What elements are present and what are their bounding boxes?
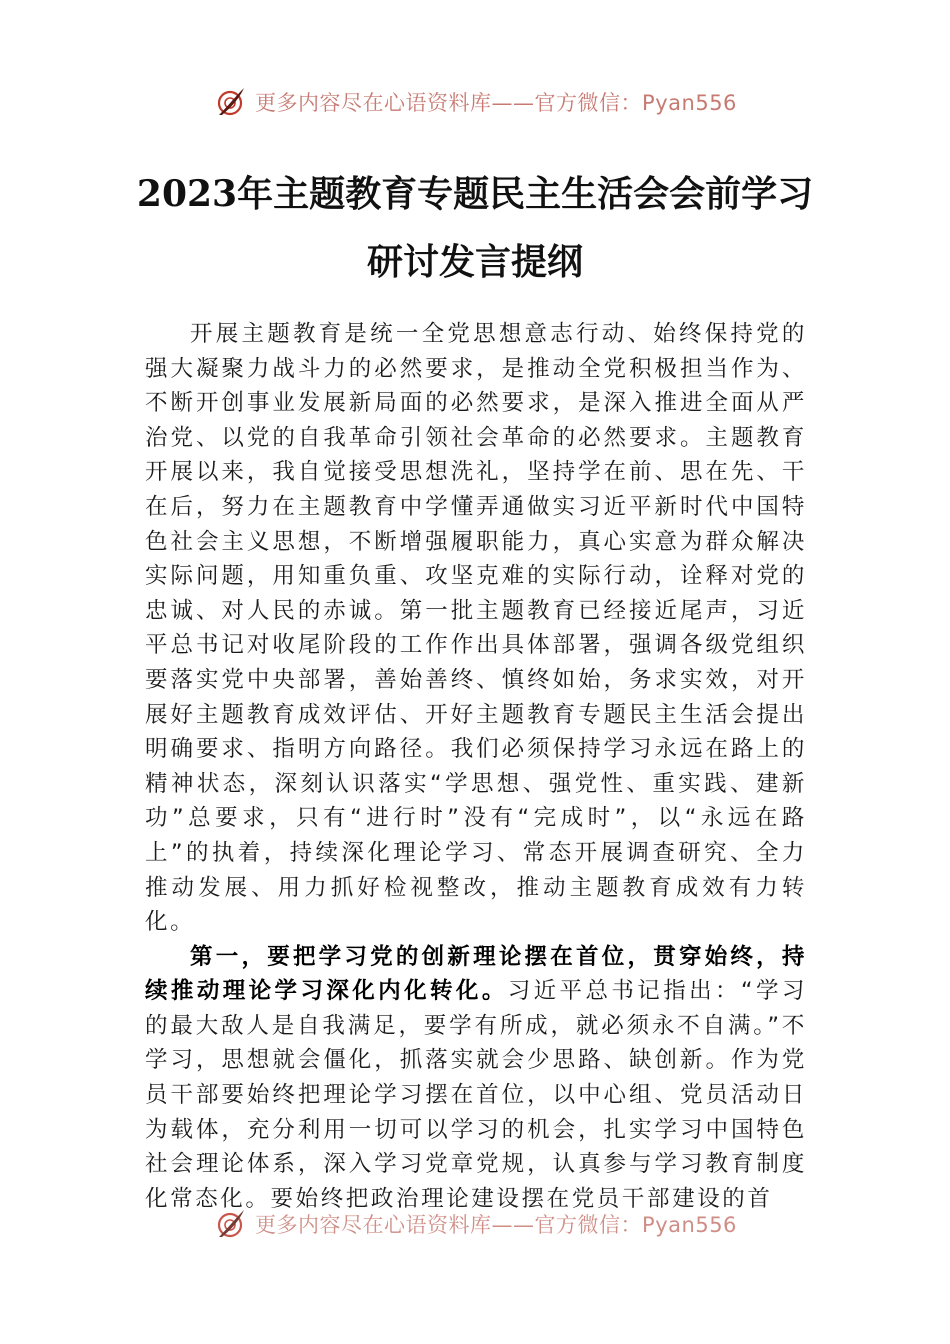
document-title bbox=[100, 160, 850, 296]
quill-logo-icon bbox=[213, 1207, 247, 1241]
document-body bbox=[145, 317, 807, 1217]
paragraph-text: 开展主题教育是统一全党思想意志行动、始终保持党的强大凝聚力战斗力的必然要求，是推动全党积极担当作为、不断开创事业发展新局面的必然要求，是深入推进全面从严治党、以党的自我革命引领社会革命的必然要求。主题教育开展以来，我自觉接受思想洗礼，坚持学在前、思在先、干在后，努力在主题教育中学懂弄通做实习近平新时代中国特色社会主义思想，不断增强履职能力，真心实意为群众解决实际问题，用知重负重、攻坚克难的实际行动，诠释对党的忠诚、对人民的赤诚。第一批主题教育已经接近尾声，习近平总书记对收尾阶段的工作作出具体部署，强调各级党组织要落实党中央部署，善始善终、慎终如始，务求实效，对开展好主题教育成效评估、开好主题教育专题民主生活会提出明确要求、指明方向路径。我们必须保持学习永远在路上的精神状态，深刻认识落实“学思想、强党性、重实践、建新功”总要求，只有“进行时”没有“完成时”，以“永远在路上”的执着，持续深化理论学习、常态开展调查研究、全力推动发展、用力抓好检视整改，推动主题教育成效有力转化。 bbox=[145, 321, 807, 936]
footer-watermark bbox=[0, 1204, 950, 1244]
paragraph-intro bbox=[145, 317, 807, 940]
paragraph-lead: 第一，要把学习党的创新理论摆在首位，贯穿始终，持续推动理论学习深化内化转化。 bbox=[145, 943, 807, 1005]
paragraph-point-1 bbox=[145, 940, 807, 1217]
watermark-text: 更多内容尽在心语资料库——官方微信：Pyan556 bbox=[255, 91, 737, 115]
quill-logo-icon bbox=[213, 85, 247, 119]
title-line-2: 研讨发言提纲 bbox=[366, 241, 583, 283]
watermark-text: 更多内容尽在心语资料库——官方微信：Pyan556 bbox=[255, 1213, 737, 1237]
paragraph-text: 习近平总书记指出：“学习的最大敌人是自我满足，要学有所成，就必须永不自满。”不学习，思想就会僵化，抓落实就会少思路、缺创新。作为党员干部要始终把理论学习摆在首位，以中心组、党员活动日为载体，充分利用一切可以学习的机会，扎实学习中国特色社会理论体系，深入学习党章党规，认真参与学习教育制度化常态化。要始终把政治理论建设摆在党员干部建设的首 bbox=[145, 978, 807, 1212]
title-line-1: 2023年主题教育专题民主生活会会前学习 bbox=[136, 173, 814, 215]
header-watermark bbox=[0, 82, 950, 122]
